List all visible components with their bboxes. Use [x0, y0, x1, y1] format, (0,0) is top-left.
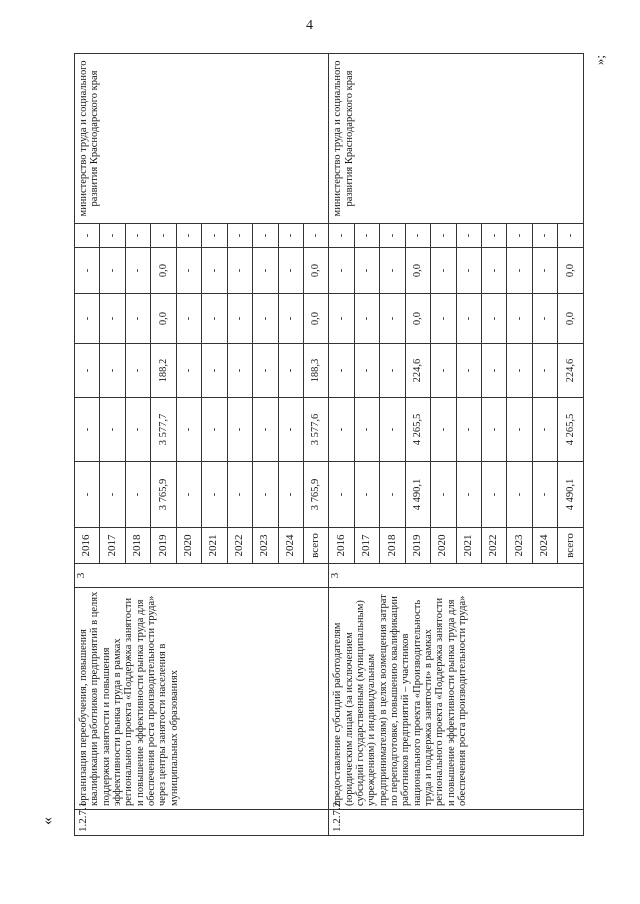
amount-cell: -: [482, 224, 507, 248]
amount-cell: -: [278, 248, 303, 294]
table-row: [75, 54, 100, 836]
amount-cell: -: [507, 224, 532, 248]
amount-cell: 0,0: [405, 294, 430, 344]
amount-cell: -: [75, 224, 100, 248]
year-cell: 2023: [253, 528, 278, 564]
year-cell: 2021: [202, 528, 227, 564]
amount-cell: -: [278, 462, 303, 528]
amount-cell: -: [176, 344, 201, 398]
amount-cell: -: [125, 224, 150, 248]
amount-cell: -: [354, 398, 379, 462]
program-table: [74, 53, 584, 836]
amount-cell: 4 490,1: [405, 462, 430, 528]
amount-cell: -: [176, 398, 201, 462]
amount-cell: -: [303, 224, 328, 248]
amount-cell: -: [253, 248, 278, 294]
amount-cell: -: [532, 294, 557, 344]
amount-cell: -: [75, 248, 100, 294]
amount-cell: 0,0: [303, 294, 328, 344]
measure-index: 1.2.7.2: [329, 810, 584, 836]
amount-cell: -: [253, 294, 278, 344]
amount-cell: 3 577,6: [303, 398, 328, 462]
amount-cell: -: [253, 398, 278, 462]
amount-cell: -: [75, 294, 100, 344]
amount-cell: -: [380, 294, 405, 344]
indicator-ref: 3: [75, 564, 329, 588]
amount-cell: -: [456, 248, 481, 294]
amount-cell: -: [532, 344, 557, 398]
amount-cell: -: [329, 294, 354, 344]
amount-cell: 3 765,9: [303, 462, 328, 528]
amount-cell: -: [125, 248, 150, 294]
amount-cell: -: [329, 224, 354, 248]
amount-cell: -: [482, 294, 507, 344]
amount-cell: 0,0: [558, 248, 584, 294]
amount-cell: 224,6: [558, 344, 584, 398]
amount-cell: -: [227, 248, 252, 294]
amount-cell: -: [329, 248, 354, 294]
amount-cell: 4 490,1: [558, 462, 584, 528]
amount-cell: -: [100, 294, 125, 344]
amount-cell: -: [354, 248, 379, 294]
amount-cell: -: [507, 294, 532, 344]
amount-cell: -: [431, 224, 456, 248]
amount-cell: -: [405, 224, 430, 248]
amount-cell: -: [380, 344, 405, 398]
amount-cell: -: [253, 462, 278, 528]
amount-cell: -: [151, 224, 176, 248]
year-cell: 2017: [100, 528, 125, 564]
amount-cell: -: [176, 248, 201, 294]
amount-cell: -: [329, 344, 354, 398]
amount-cell: -: [456, 462, 481, 528]
executor-cell: министерство труда и социального развития Краснодарского края: [75, 54, 329, 224]
amount-cell: -: [507, 344, 532, 398]
page-number: 4: [306, 18, 313, 33]
amount-cell: -: [380, 462, 405, 528]
amount-cell: -: [125, 462, 150, 528]
year-cell: всего: [558, 528, 584, 564]
year-cell: 2023: [507, 528, 532, 564]
amount-cell: -: [532, 224, 557, 248]
year-cell: 2020: [431, 528, 456, 564]
amount-cell: -: [329, 398, 354, 462]
year-cell: 2018: [380, 528, 405, 564]
amount-cell: -: [202, 344, 227, 398]
measure-description: предоставление субсидий работодателям (юридическим лицам (за исключением субсидий государственным (муниципальным) учреждениям) и индивидуальным предпринимателям) в целях возмещения затрат по переподготовке, повышению квалификации работников предприятий – участников национального проекта «Производительность труда и поддержка занятости» в рамках регионального проекта «Поддержка занятости и повышение эффективности рынка труда для обеспечения роста производительности труда»: [329, 588, 584, 810]
rotated-table-wrapper: [74, 54, 584, 836]
amount-cell: -: [456, 398, 481, 462]
year-cell: 2019: [405, 528, 430, 564]
amount-cell: -: [100, 398, 125, 462]
amount-cell: -: [507, 248, 532, 294]
amount-cell: -: [100, 224, 125, 248]
amount-cell: -: [329, 462, 354, 528]
amount-cell: -: [202, 224, 227, 248]
amount-cell: -: [482, 462, 507, 528]
amount-cell: -: [227, 398, 252, 462]
amount-cell: -: [354, 294, 379, 344]
amount-cell: -: [202, 462, 227, 528]
amount-cell: -: [100, 248, 125, 294]
amount-cell: -: [125, 398, 150, 462]
year-cell: 2016: [329, 528, 354, 564]
amount-cell: -: [278, 224, 303, 248]
amount-cell: -: [380, 398, 405, 462]
amount-cell: -: [125, 294, 150, 344]
amount-cell: -: [507, 462, 532, 528]
amount-cell: -: [431, 294, 456, 344]
amount-cell: -: [431, 344, 456, 398]
amount-cell: -: [100, 462, 125, 528]
amount-cell: -: [125, 344, 150, 398]
amount-cell: -: [227, 462, 252, 528]
amount-cell: -: [354, 344, 379, 398]
amount-cell: 0,0: [303, 248, 328, 294]
year-cell: 2016: [75, 528, 100, 564]
year-cell: 2022: [227, 528, 252, 564]
amount-cell: -: [253, 224, 278, 248]
amount-cell: -: [202, 294, 227, 344]
amount-cell: -: [431, 462, 456, 528]
amount-cell: -: [202, 248, 227, 294]
amount-cell: -: [354, 462, 379, 528]
amount-cell: 188,2: [151, 344, 176, 398]
amount-cell: -: [227, 344, 252, 398]
amount-cell: -: [75, 398, 100, 462]
amount-cell: -: [532, 398, 557, 462]
closing-quote-mark: »;: [592, 54, 608, 66]
amount-cell: 0,0: [151, 294, 176, 344]
amount-cell: -: [227, 294, 252, 344]
amount-cell: 4 265,5: [405, 398, 430, 462]
year-cell: 2018: [125, 528, 150, 564]
amount-cell: -: [380, 224, 405, 248]
year-cell: 2020: [176, 528, 201, 564]
year-cell: 2022: [482, 528, 507, 564]
amount-cell: -: [227, 224, 252, 248]
amount-cell: -: [532, 248, 557, 294]
amount-cell: -: [482, 344, 507, 398]
table-row: [329, 54, 354, 836]
year-cell: 2017: [354, 528, 379, 564]
amount-cell: -: [482, 398, 507, 462]
amount-cell: 0,0: [151, 248, 176, 294]
measure-index: 1.2.7.1: [75, 810, 329, 836]
amount-cell: -: [202, 398, 227, 462]
year-cell: 2024: [532, 528, 557, 564]
amount-cell: -: [507, 398, 532, 462]
amount-cell: -: [456, 294, 481, 344]
opening-quote-mark: «: [39, 817, 56, 825]
measure-description: организация переобучения, повышения квалификации работников предприятий в целях поддержки занятости и повышения эффективности рынка труда в рамках регионального проекта «Поддержка занятости и повышение эффективности рынка труда для обеспечения роста производительности труда» через центры занятости населения в муниципальных образованиях: [75, 588, 329, 810]
year-cell: всего: [303, 528, 328, 564]
amount-cell: -: [558, 224, 584, 248]
amount-cell: -: [380, 248, 405, 294]
amount-cell: -: [431, 398, 456, 462]
amount-cell: 4 265,5: [558, 398, 584, 462]
amount-cell: -: [456, 344, 481, 398]
amount-cell: -: [176, 294, 201, 344]
amount-cell: -: [278, 344, 303, 398]
amount-cell: -: [482, 248, 507, 294]
amount-cell: -: [431, 248, 456, 294]
amount-cell: -: [456, 224, 481, 248]
amount-cell: -: [75, 462, 100, 528]
amount-cell: 224,6: [405, 344, 430, 398]
year-cell: 2021: [456, 528, 481, 564]
amount-cell: 3 577,7: [151, 398, 176, 462]
amount-cell: -: [75, 344, 100, 398]
year-cell: 2019: [151, 528, 176, 564]
amount-cell: 0,0: [558, 294, 584, 344]
amount-cell: -: [278, 294, 303, 344]
amount-cell: -: [354, 224, 379, 248]
amount-cell: 0,0: [405, 248, 430, 294]
amount-cell: 3 765,9: [151, 462, 176, 528]
amount-cell: -: [176, 224, 201, 248]
amount-cell: -: [176, 462, 201, 528]
amount-cell: -: [532, 462, 557, 528]
executor-cell: министерство труда и социального развития Краснодарского края: [329, 54, 584, 224]
amount-cell: -: [253, 344, 278, 398]
amount-cell: 188,3: [303, 344, 328, 398]
amount-cell: -: [100, 344, 125, 398]
amount-cell: -: [278, 398, 303, 462]
year-cell: 2024: [278, 528, 303, 564]
indicator-ref: 3: [329, 564, 584, 588]
